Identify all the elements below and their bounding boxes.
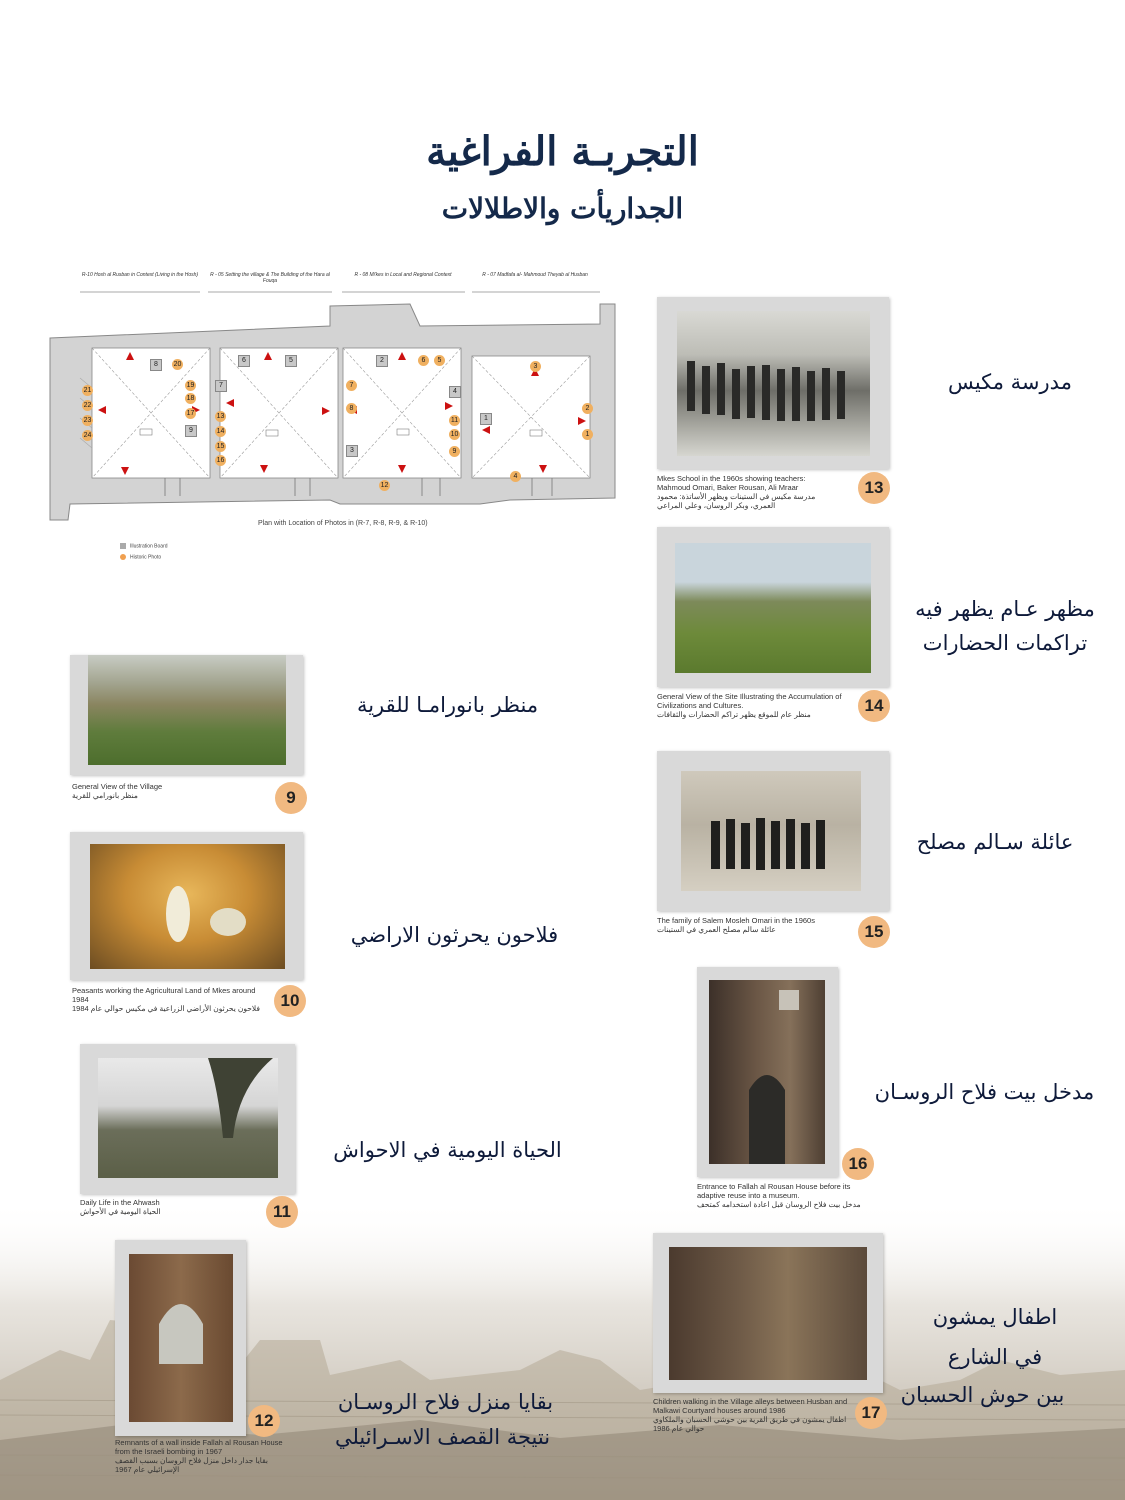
photo-marker: 16 xyxy=(216,457,225,464)
plan-header-r08: R - 08 Mi'kes in Local and Regional Context xyxy=(354,272,452,278)
photo-card-10 xyxy=(70,832,303,980)
caption-ar: الحياة اليومية في الأحواش xyxy=(80,1207,161,1216)
plan-header-r07: R - 07 Madfafa al- Mahmoud Theyab al Husban xyxy=(482,272,588,278)
caption-ar: اطفال يمشون في طريق القرية بين حوشي الحسبان والملكاوي حوالي عام 1986 xyxy=(653,1415,847,1433)
caption-en: Peasants working the Agricultural Land of Mkes around 1984 xyxy=(72,986,256,1004)
caption-en: Entrance to Fallah al Rousan House before its adaptive reuse into a museum. xyxy=(697,1182,851,1200)
caption-en: Children walking in the Village alleys between Husban and Malkawi Courtyard houses around 1986 xyxy=(653,1397,848,1415)
photo-label-15: عائلة سـالم مصلح xyxy=(916,830,1074,854)
board-marker: 4 xyxy=(449,386,461,398)
wall-remnants-photo xyxy=(129,1254,233,1422)
school-photo xyxy=(677,311,870,456)
photo-card-16 xyxy=(697,967,838,1177)
photo-number-badge: 14 xyxy=(858,690,890,722)
photo-marker: 20 xyxy=(173,361,182,368)
board-legend-swatch xyxy=(120,543,126,549)
caption-ar: فلاحون يحرثون الأراضي الزراعية في مكيس حوالي عام 1984 xyxy=(72,1004,260,1013)
photo-marker: 7 xyxy=(346,380,357,391)
photo-number-badge: 10 xyxy=(274,985,306,1017)
photo-marker: 9 xyxy=(449,446,460,457)
plan-caption: Plan with Location of Photos in (R-7, R-8, R-9, & R-10) xyxy=(258,520,428,527)
photo-card-9 xyxy=(70,655,303,775)
caption-ar: مدخل بيت فلاح الروسان قبل اعادة استخدامه كمتحف xyxy=(697,1200,861,1209)
house-entrance-photo xyxy=(709,980,825,1164)
board-marker: 9 xyxy=(185,425,197,437)
photo-caption-15 xyxy=(657,916,847,934)
daily-life-photo xyxy=(98,1058,278,1178)
photo-number-badge: 11 xyxy=(266,1196,298,1228)
photo-marker: 14 xyxy=(216,428,225,435)
photo-marker: 10 xyxy=(450,431,459,438)
photo-caption-11 xyxy=(80,1198,260,1216)
caption-ar: منظر بانورامي للقرية xyxy=(72,791,138,800)
photo-number-badge: 12 xyxy=(248,1405,280,1437)
photo-label-12-line2: نتيجة القصف الاسـرائيلي xyxy=(334,1425,551,1449)
photo-caption-14 xyxy=(657,692,852,719)
photo-caption-9 xyxy=(72,782,252,800)
photo-label-10: فلاحون يحرثون الاراضي xyxy=(350,923,559,947)
caption-en: Mkes School in the 1960s showing teachers: Mahmoud Omari, Baker Rousan, Ali Mraar xyxy=(657,474,806,492)
legend-board-label: Illustration Board xyxy=(130,543,168,550)
photo-marker: 3 xyxy=(530,361,541,372)
peasants-photo xyxy=(90,844,285,969)
caption-en: Remnants of a wall inside Fallah al Rousan House from the Israeli bombing in 1967 xyxy=(115,1438,283,1456)
site-view-photo xyxy=(675,543,871,673)
caption-en: The family of Salem Mosleh Omari in the 1960s xyxy=(657,916,815,925)
photo-number-badge: 17 xyxy=(855,1397,887,1429)
photo-marker: 18 xyxy=(186,395,195,402)
photo-marker: 5 xyxy=(434,355,445,366)
legend-photo-label: Historic Photo xyxy=(130,554,162,561)
photo-label-17-line1: اطفال يمشون xyxy=(932,1305,1058,1329)
photo-number-badge: 16 xyxy=(842,1148,874,1180)
photo-label-12-line1: بقايا منزل فلاح الروسـان xyxy=(337,1390,554,1414)
board-marker: 5 xyxy=(285,355,297,367)
photo-caption-13 xyxy=(657,474,827,510)
caption-ar: منظر عام للموقع يظهر تراكم الحضارات والثقافات xyxy=(657,710,811,719)
caption-en: General View of the Site Illustrating the Accumulation of Civilizations and Cultures. xyxy=(657,692,842,710)
board-marker: 6 xyxy=(238,355,250,367)
photo-marker: 22 xyxy=(83,402,92,409)
photo-label-16: مدخل بيت فلاح الروسـان xyxy=(874,1080,1095,1104)
photo-marker: 8 xyxy=(346,403,357,414)
legend-board xyxy=(120,543,168,549)
board-marker: 2 xyxy=(376,355,388,367)
photo-marker: 19 xyxy=(186,382,195,389)
photo-marker: 23 xyxy=(83,417,92,424)
photo-marker: 11 xyxy=(450,417,459,424)
photo-marker: 1 xyxy=(582,429,593,440)
photo-legend-swatch xyxy=(120,554,126,560)
board-marker: 7 xyxy=(215,380,227,392)
village-view-photo xyxy=(88,655,286,765)
family-photo xyxy=(681,771,861,891)
photo-marker: 12 xyxy=(380,482,389,489)
board-marker: 3 xyxy=(346,445,358,457)
page-title: التجربـة الفراغية xyxy=(426,128,699,175)
photo-caption-17 xyxy=(653,1397,853,1433)
photo-marker: 17 xyxy=(186,410,195,417)
photo-label-17-line3: بين حوش الحسبان xyxy=(900,1383,1065,1407)
photo-marker: 6 xyxy=(418,355,429,366)
photo-card-11 xyxy=(80,1044,295,1194)
photo-label-9: منظر بانورامـا للقرية xyxy=(356,693,539,717)
photo-card-12 xyxy=(115,1240,246,1436)
photo-number-badge: 13 xyxy=(858,472,890,504)
photo-label-13: مدرسة مكيس xyxy=(948,370,1072,394)
floor-plan xyxy=(40,268,625,568)
photo-caption-12 xyxy=(115,1438,295,1474)
photo-card-17 xyxy=(653,1233,883,1393)
photo-number-badge: 9 xyxy=(275,782,307,814)
photo-label-11: الحياة اليومية في الاحواش xyxy=(333,1138,562,1162)
plan-header-r10: R-10 Hosh al Rusban in Context (Living in the Hosh) xyxy=(81,272,199,278)
children-alley-photo xyxy=(669,1247,867,1380)
photo-marker: 2 xyxy=(582,403,593,414)
photo-card-15 xyxy=(657,751,889,911)
photo-marker: 13 xyxy=(216,413,225,420)
caption-en: General View of the Village xyxy=(72,782,163,791)
photo-marker: 15 xyxy=(216,443,225,450)
caption-ar: مدرسة مكيس في الستينات ويظهر الأساتذة: محمود العمري، وبكر الروسان، وعلي المراعي xyxy=(657,492,816,510)
photo-label-17-line2: في الشارع xyxy=(947,1345,1043,1369)
legend-photo xyxy=(120,554,161,560)
caption-en: Daily Life in the Ahwash xyxy=(80,1198,160,1207)
photo-label-14: مظهر عـام يظهر فيه تراكمات الحضارات xyxy=(915,597,1095,655)
photo-card-14 xyxy=(657,527,889,687)
photo-number-badge: 15 xyxy=(858,916,890,948)
photo-marker: 24 xyxy=(83,432,92,439)
photo-caption-16 xyxy=(697,1182,872,1209)
board-marker: 1 xyxy=(480,413,492,425)
photo-caption-10 xyxy=(72,986,272,1013)
plan-header-r05: R - 05 Setting the village & The Building of the Hara al Fouqa xyxy=(210,272,330,284)
photo-card-13 xyxy=(657,297,889,469)
photo-marker: 4 xyxy=(510,471,521,482)
board-marker: 8 xyxy=(150,359,162,371)
caption-ar: عائلة سالم مصلح العمري في الستينات xyxy=(657,925,776,934)
photo-marker: 21 xyxy=(83,387,92,394)
caption-ar: بقايا جدار داخل منزل فلاح الروسان بسبب القصف الإسرائيلي عام 1967 xyxy=(115,1456,268,1474)
page-subtitle: الجداريأت والاطلالات xyxy=(441,192,684,225)
